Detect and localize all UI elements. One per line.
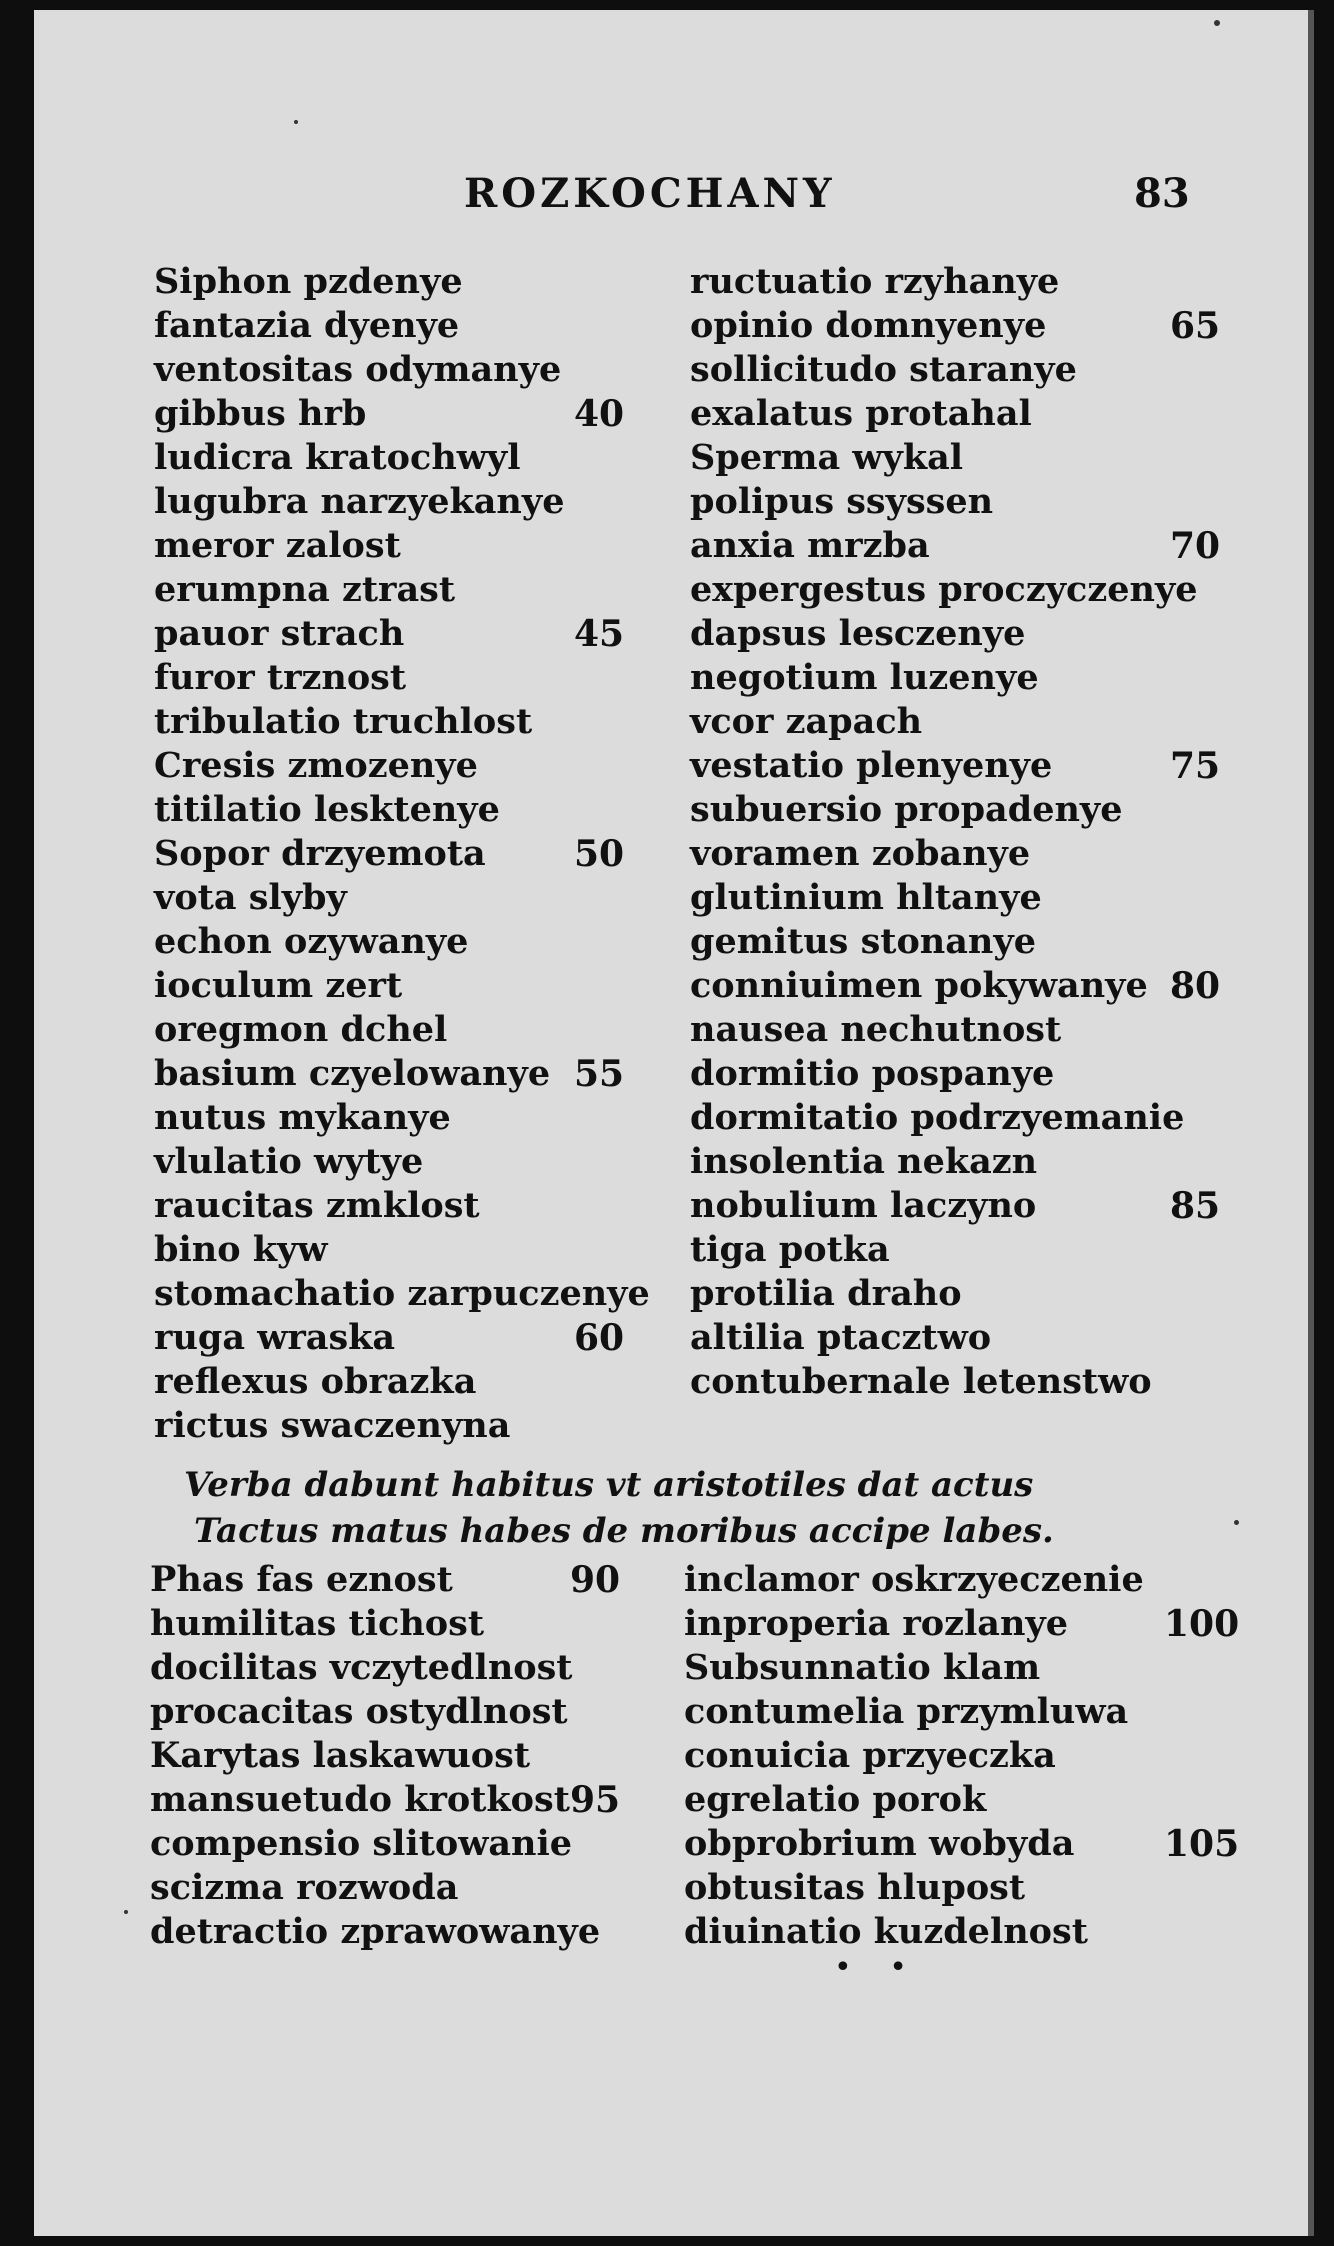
glossary-entry <box>690 656 1210 700</box>
glossary-entry <box>690 1096 1210 1140</box>
glossary-entry <box>690 1272 1210 1316</box>
entry-text: erumpna ztrast <box>154 569 456 610</box>
line-number: 80 <box>1170 965 1221 1007</box>
entry-text: inproperia rozlanye <box>684 1603 1069 1644</box>
entry-text: tiga potka <box>690 1229 890 1270</box>
glossary-entry <box>684 1734 1224 1778</box>
glossary-entry <box>150 1602 690 1646</box>
glossary-entry <box>154 436 694 480</box>
glossary-entry <box>154 832 694 876</box>
glossary-entry <box>154 1228 694 1272</box>
running-title: ROZKOCHANY <box>464 170 836 217</box>
glossary-entry <box>154 700 694 744</box>
glossary-entry <box>690 1360 1210 1404</box>
entry-text: titilatio lesktenye <box>154 789 500 830</box>
glossary-entry <box>690 568 1210 612</box>
line-number: 75 <box>1170 745 1221 787</box>
glossary-entry <box>690 392 1210 436</box>
speck <box>1214 20 1220 26</box>
entry-text: conuicia przyeczka <box>684 1735 1056 1776</box>
entry-text: Sopor drzyemota <box>154 833 486 874</box>
glossary-entry <box>690 1316 1210 1360</box>
line-number: 60 <box>574 1317 625 1359</box>
glossary-entry <box>690 480 1210 524</box>
entry-text: Phas fas eznost <box>150 1559 453 1600</box>
glossary-entry <box>690 260 1210 304</box>
glossary-entry <box>154 964 694 1008</box>
glossary-entry <box>684 1690 1224 1734</box>
entry-text: detractio zprawowanye <box>150 1911 601 1952</box>
glossary-entry <box>690 920 1210 964</box>
entry-text: voramen zobanye <box>690 833 1031 874</box>
entry-text: Cresis zmozenye <box>154 745 478 786</box>
page-number: 83 <box>1134 170 1190 217</box>
glossary-entry <box>154 1360 694 1404</box>
line-number: 100 <box>1164 1603 1240 1645</box>
entry-text: ioculum zert <box>154 965 403 1006</box>
entry-text: nobulium laczyno <box>690 1185 1037 1226</box>
glossary-entry <box>154 1184 694 1228</box>
entry-text: protilia draho <box>690 1273 962 1314</box>
glossary-entry <box>690 744 1221 788</box>
entry-text: glutinium hltanye <box>690 877 1042 918</box>
block2-right-column <box>684 1558 1240 1954</box>
entry-text: ludicra kratochwyl <box>154 437 521 478</box>
entry-text: altilia ptacztwo <box>690 1317 992 1358</box>
entry-text: rictus swaczenyna <box>154 1405 511 1446</box>
glossary-entry <box>690 1008 1210 1052</box>
entry-text: inclamor oskrzyeczenie <box>684 1559 1144 1600</box>
entry-text: fantazia dyenye <box>154 305 460 346</box>
entry-text: meror zalost <box>154 525 401 566</box>
entry-text: pauor strach <box>154 613 405 654</box>
entry-text: gibbus hrb <box>154 393 367 434</box>
glossary-entry <box>154 524 694 568</box>
line-number: 40 <box>574 393 625 435</box>
entry-text: contumelia przymluwa <box>684 1691 1129 1732</box>
line-number: 65 <box>1170 305 1221 347</box>
glossary-entry <box>690 700 1210 744</box>
glossary-entry <box>684 1910 1224 1954</box>
entry-text: nutus mykanye <box>154 1097 451 1138</box>
glossary-entry <box>690 788 1210 832</box>
glossary-entry <box>154 876 694 920</box>
block1-left-column <box>154 260 694 1448</box>
glossary-entry <box>154 1316 694 1360</box>
entry-text: contubernale letenstwo <box>690 1361 1152 1402</box>
entry-text: echon ozywanye <box>154 921 469 962</box>
glossary-entry <box>154 304 694 348</box>
speck <box>1234 1520 1239 1525</box>
glossary-entry <box>150 1822 690 1866</box>
entry-text: stomachatio zarpuczenye <box>154 1273 650 1314</box>
entry-text: expergestus proczyczenye <box>690 569 1198 610</box>
entry-text: Sperma wykal <box>690 437 964 478</box>
glossary-entry <box>154 1052 694 1096</box>
line-number: 85 <box>1170 1185 1221 1227</box>
block1-right-column <box>690 260 1221 1404</box>
entry-text: negotium luzenye <box>690 657 1039 698</box>
glossary-entry <box>150 1778 690 1822</box>
glossary-entry <box>150 1910 690 1954</box>
verse-line-2: Tactus matus habes de moribus accipe labes. <box>194 1511 1054 1551</box>
glossary-entry <box>154 392 694 436</box>
glossary-entry <box>690 1140 1210 1184</box>
glossary-entry <box>154 788 694 832</box>
entry-text: dormitatio podrzyemanie <box>690 1097 1185 1138</box>
entry-text: polipus ssyssen <box>690 481 994 522</box>
glossary-entry <box>684 1646 1224 1690</box>
verse-line-1: Verba dabunt habitus vt aristotiles dat actus <box>184 1465 1034 1505</box>
entry-text: ruga wraska <box>154 1317 396 1358</box>
line-number: 55 <box>574 1053 625 1095</box>
line-number: 95 <box>570 1779 621 1821</box>
glossary-entry <box>684 1866 1224 1910</box>
entry-text: oregmon dchel <box>154 1009 448 1050</box>
entry-text: obprobrium wobyda <box>684 1823 1075 1864</box>
entry-text: compensio slitowanie <box>150 1823 573 1864</box>
glossary-entry <box>690 1184 1221 1228</box>
glossary-entry <box>690 1228 1210 1272</box>
entry-text: furor trznost <box>154 657 407 698</box>
glossary-entry <box>690 832 1210 876</box>
ornament: • • <box>834 1950 921 1985</box>
entry-text: mansuetudo krotkost <box>150 1779 570 1820</box>
glossary-entry <box>684 1822 1240 1866</box>
entry-text: docilitas vczytedlnost <box>150 1647 573 1688</box>
entry-text: humilitas tichost <box>150 1603 484 1644</box>
entry-text: nausea nechutnost <box>690 1009 1062 1050</box>
entry-text: raucitas zmklost <box>154 1185 480 1226</box>
entry-text: diuinatio kuzdelnost <box>684 1911 1088 1952</box>
glossary-entry <box>154 1404 694 1448</box>
glossary-entry <box>154 1272 694 1316</box>
entry-text: basium czyelowanye <box>154 1053 551 1094</box>
entry-text: vcor zapach <box>690 701 923 742</box>
speck <box>124 1910 128 1914</box>
glossary-entry <box>690 436 1210 480</box>
page <box>34 10 1314 2236</box>
glossary-entry <box>154 656 694 700</box>
glossary-entry <box>154 920 694 964</box>
entry-text: Karytas laskawuost <box>150 1735 531 1776</box>
glossary-entry <box>684 1558 1224 1602</box>
entry-text: sollicitudo staranye <box>690 349 1077 390</box>
glossary-entry <box>154 744 694 788</box>
glossary-entry <box>154 480 694 524</box>
entry-text: vota slyby <box>154 877 347 918</box>
glossary-entry <box>690 876 1210 920</box>
entry-text: gemitus stonanye <box>690 921 1036 962</box>
glossary-entry <box>684 1602 1240 1646</box>
entry-text: reflexus obrazka <box>154 1361 477 1402</box>
speck <box>294 120 298 124</box>
entry-text: insolentia nekazn <box>690 1141 1038 1182</box>
entry-text: Subsunnatio klam <box>684 1647 1041 1688</box>
entry-text: dormitio pospanye <box>690 1053 1055 1094</box>
line-number: 105 <box>1164 1823 1240 1865</box>
glossary-entry <box>684 1778 1224 1822</box>
entry-text: anxia mrzba <box>690 525 930 566</box>
entry-text: tribulatio truchlost <box>154 701 533 742</box>
line-number: 70 <box>1170 525 1221 567</box>
glossary-entry <box>690 348 1210 392</box>
entry-text: subuersio propadenye <box>690 789 1123 830</box>
entry-text: vlulatio wytye <box>154 1141 424 1182</box>
entry-text: obtusitas hlupost <box>684 1867 1026 1908</box>
entry-text: dapsus lesczenye <box>690 613 1026 654</box>
entry-text: Siphon pzdenye <box>154 261 463 302</box>
glossary-entry <box>690 964 1221 1008</box>
glossary-entry <box>690 612 1210 656</box>
glossary-entry <box>154 568 694 612</box>
glossary-entry <box>154 1008 694 1052</box>
glossary-entry <box>154 260 694 304</box>
glossary-entry <box>690 1052 1210 1096</box>
glossary-entry <box>150 1558 690 1602</box>
glossary-entry <box>154 612 694 656</box>
glossary-entry <box>154 1140 694 1184</box>
page-header <box>34 170 1314 230</box>
entry-text: ructuatio rzyhanye <box>690 261 1060 302</box>
verse <box>184 1462 1184 1554</box>
entry-text: scizma rozwoda <box>150 1867 459 1908</box>
glossary-entry <box>154 1096 694 1140</box>
glossary-entry <box>150 1866 690 1910</box>
entry-text: opinio domnyenye <box>690 305 1047 346</box>
entry-text: bino kyw <box>154 1229 328 1270</box>
entry-text: vestatio plenyenye <box>690 745 1053 786</box>
block2-left-column <box>150 1558 690 1954</box>
line-number: 90 <box>570 1559 621 1601</box>
glossary-entry <box>150 1734 690 1778</box>
glossary-entry <box>150 1646 690 1690</box>
entry-text: ventositas odymanye <box>154 349 562 390</box>
line-number: 50 <box>574 833 625 875</box>
glossary-entry <box>690 304 1221 348</box>
entry-text: procacitas ostydlnost <box>150 1691 568 1732</box>
entry-text: exalatus protahal <box>690 393 1032 434</box>
entry-text: lugubra narzyekanye <box>154 481 565 522</box>
glossary-entry <box>690 524 1221 568</box>
line-number: 45 <box>574 613 625 655</box>
glossary-entry <box>154 348 694 392</box>
entry-text: egrelatio porok <box>684 1779 987 1820</box>
entry-text: conniuimen pokywanye <box>690 965 1148 1006</box>
glossary-entry <box>150 1690 690 1734</box>
